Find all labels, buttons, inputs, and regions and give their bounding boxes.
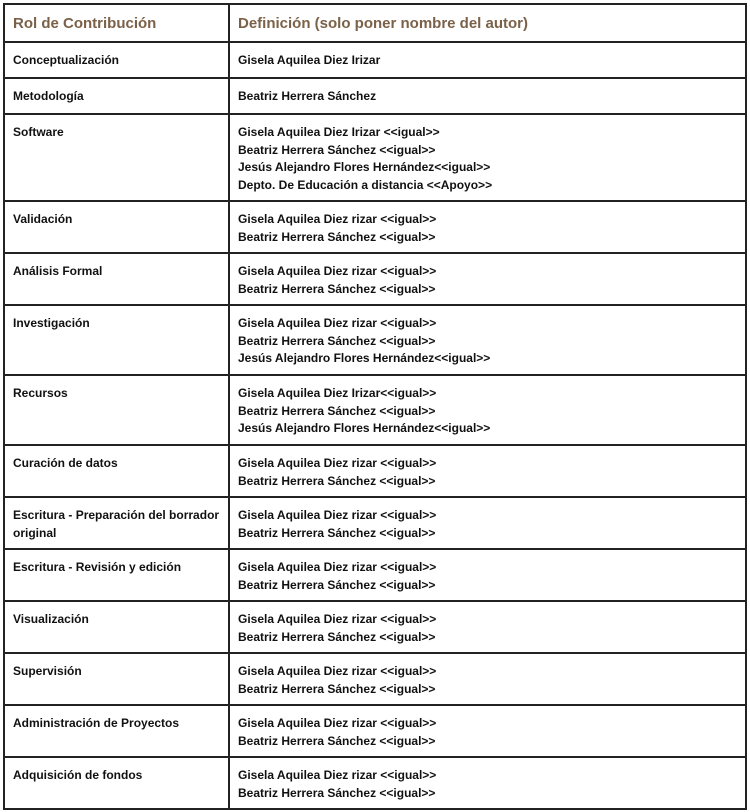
- table-row: [4, 78, 746, 114]
- authors-cell: [229, 601, 746, 653]
- author-line: Gisela Aquilea Diez rizar <<igual>>: [238, 768, 437, 782]
- table-row: [4, 305, 746, 375]
- role-cell: Conceptualización: [4, 42, 229, 78]
- role-cell: Adquisición de fondos: [4, 757, 229, 809]
- author-line: Beatriz Herrera Sánchez <<igual>>: [238, 733, 436, 748]
- author-line: Jesús Alejandro Flores Hernández<<igual>>: [238, 421, 491, 435]
- author-line: Beatriz Herrera Sánchez <<igual>>: [238, 281, 436, 296]
- table-row: [4, 114, 746, 201]
- contribution-roles-table: [3, 3, 747, 810]
- author-line: Gisela Aquilea Diez rizar <<igual>>: [238, 456, 437, 470]
- author-line: Gisela Aquilea Diez rizar <<igual>>: [238, 264, 437, 278]
- table-row: [4, 705, 746, 757]
- table-row: [4, 549, 746, 601]
- author-line: Gisela Aquilea Diez rizar <<igual>>: [238, 612, 437, 626]
- author-line: Depto. De Educación a distancia <<Apoyo>>: [238, 177, 493, 192]
- role-cell: Escritura - Preparación del borrador original: [4, 497, 229, 549]
- table-row: [4, 253, 746, 305]
- author-line: Beatriz Herrera Sánchez <<igual>>: [238, 142, 436, 157]
- authors-cell: [229, 375, 746, 445]
- authors-cell: [229, 42, 746, 78]
- author-line: Jesús Alejandro Flores Hernández<<igual>>: [238, 351, 491, 365]
- author-line: Beatriz Herrera Sánchez <<igual>>: [238, 681, 436, 696]
- author-line: Beatriz Herrera Sánchez <<igual>>: [238, 473, 436, 488]
- authors-cell: [229, 201, 746, 253]
- author-line: Beatriz Herrera Sánchez <<igual>>: [238, 525, 436, 540]
- author-line: Gisela Aquilea Diez rizar <<igual>>: [238, 316, 437, 330]
- author-line: Beatriz Herrera Sánchez <<igual>>: [238, 333, 436, 348]
- author-line: Jesús Alejandro Flores Hernández<<igual>>: [238, 160, 491, 174]
- author-line: Gisela Aquilea Diez Irizar<<igual>>: [238, 386, 437, 400]
- authors-cell: [229, 653, 746, 705]
- author-line: Gisela Aquilea Diez rizar <<igual>>: [238, 508, 437, 522]
- role-cell: Visualización: [4, 601, 229, 653]
- authors-cell: [229, 497, 746, 549]
- role-cell: Supervisión: [4, 653, 229, 705]
- authors-cell: [229, 705, 746, 757]
- role-cell: Escritura - Revisión y edición: [4, 549, 229, 601]
- role-cell: Metodología: [4, 78, 229, 114]
- authors-cell: [229, 253, 746, 305]
- author-line: Gisela Aquilea Diez rizar <<igual>>: [238, 212, 437, 226]
- table-row: [4, 757, 746, 809]
- table-row: [4, 601, 746, 653]
- authors-cell: [229, 78, 746, 114]
- table-row: [4, 497, 746, 549]
- table-row: [4, 445, 746, 497]
- author-line: Beatriz Herrera Sánchez <<igual>>: [238, 785, 436, 800]
- authors-cell: [229, 114, 746, 201]
- authors-cell: [229, 445, 746, 497]
- authors-cell: [229, 757, 746, 809]
- author-line: Gisela Aquilea Diez Irizar: [238, 53, 381, 67]
- header-role: Rol de Contribución: [4, 4, 229, 42]
- role-cell: Recursos: [4, 375, 229, 445]
- author-line: Beatriz Herrera Sánchez <<igual>>: [238, 577, 436, 592]
- header-definition: Definición (solo poner nombre del autor): [229, 4, 746, 42]
- author-line: Beatriz Herrera Sánchez: [238, 89, 377, 103]
- role-cell: Validación: [4, 201, 229, 253]
- role-cell: Software: [4, 114, 229, 201]
- role-cell: Investigación: [4, 305, 229, 375]
- author-line: Gisela Aquilea Diez rizar <<igual>>: [238, 664, 437, 678]
- table-header-row: [4, 4, 746, 42]
- table-row: [4, 653, 746, 705]
- table-row: [4, 42, 746, 78]
- role-cell: Administración de Proyectos: [4, 705, 229, 757]
- table-row: [4, 375, 746, 445]
- author-line: Gisela Aquilea Diez rizar <<igual>>: [238, 716, 437, 730]
- role-cell: Curación de datos: [4, 445, 229, 497]
- author-line: Gisela Aquilea Diez rizar <<igual>>: [238, 560, 437, 574]
- author-line: Beatriz Herrera Sánchez <<igual>>: [238, 403, 436, 418]
- role-cell: Análisis Formal: [4, 253, 229, 305]
- authors-cell: [229, 305, 746, 375]
- authors-cell: [229, 549, 746, 601]
- author-line: Gisela Aquilea Diez Irizar <<igual>>: [238, 125, 440, 139]
- author-line: Beatriz Herrera Sánchez <<igual>>: [238, 629, 436, 644]
- table-row: [4, 201, 746, 253]
- author-line: Beatriz Herrera Sánchez <<igual>>: [238, 229, 436, 244]
